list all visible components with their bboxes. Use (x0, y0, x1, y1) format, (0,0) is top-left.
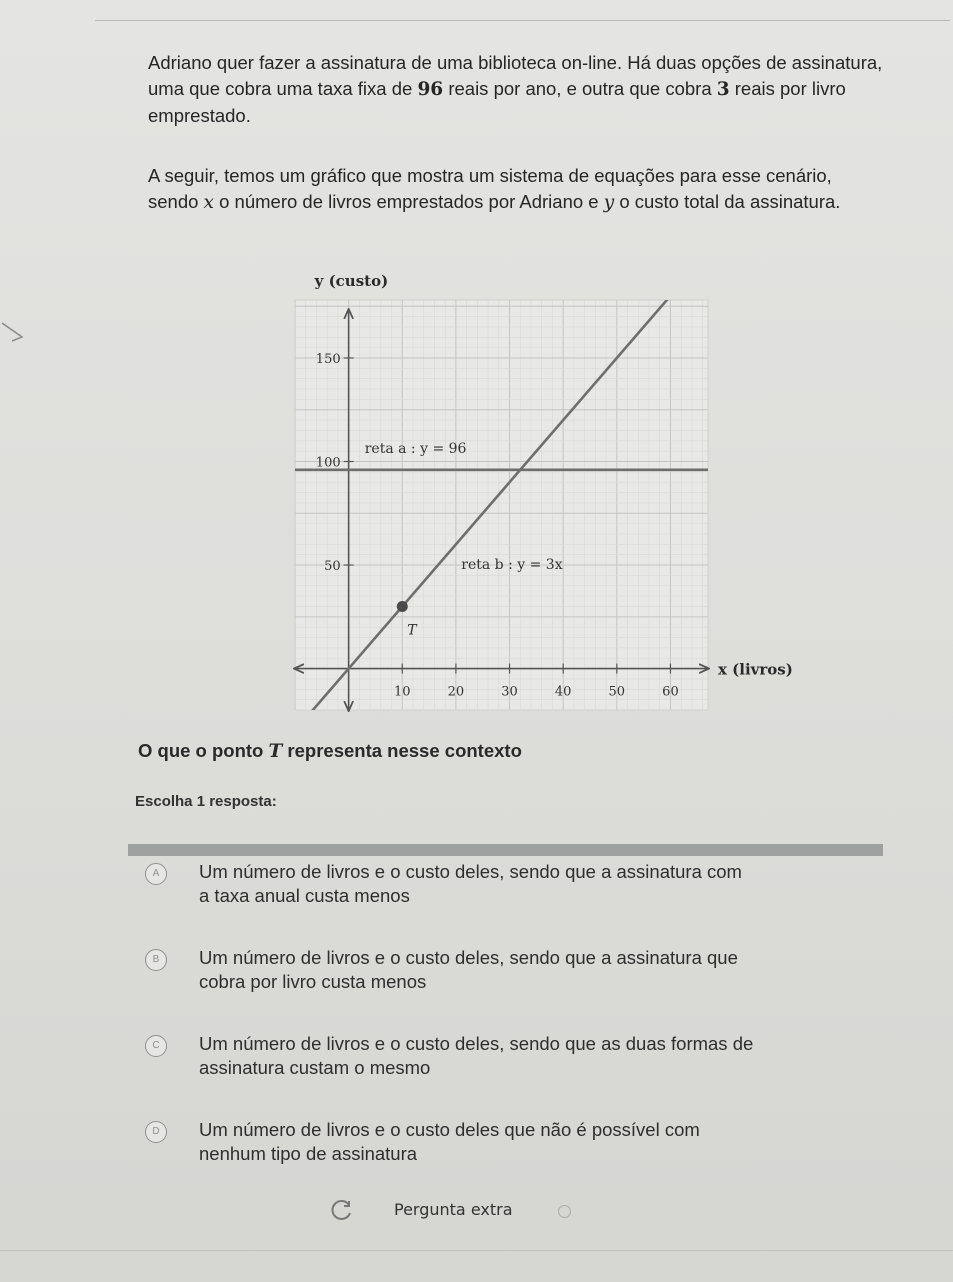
bottom-divider (0, 1250, 953, 1251)
x-tick-label: 30 (501, 684, 518, 700)
problem-paragraph-2: A seguir, temos um gráfico que mostra um sistema de equações para esse cenário, sendo x o número de livros emprestados por Adriano e y o custo total da assinatura. (148, 165, 841, 213)
x-axis-label: x (livros) (718, 660, 793, 679)
extra-question-label: Pergunta extra (394, 1200, 513, 1219)
option-d-radio[interactable]: D (145, 1121, 167, 1143)
var-y: y (603, 192, 615, 213)
problem-paragraph-1: Adriano quer fazer a assinatura de uma biblioteca on-line. Há duas opções de assinatura, uma que cobra uma taxa fixa de 96 reais por ano, e outra que cobra 3 reais por livro emprestado. (148, 52, 883, 126)
extra-status-dot-icon (558, 1205, 571, 1218)
fixed-fee-value: 96 (417, 79, 444, 100)
instructions: Escolha 1 resposta: (135, 793, 277, 810)
y-axis-label: y (custo) (314, 272, 389, 290)
series-label-a: reta a : y = 96 (364, 441, 467, 458)
system-chart (290, 268, 830, 713)
y-tick-label: 50 (324, 559, 341, 575)
y-tick-label: 100 (315, 455, 341, 471)
x-tick-label: 50 (608, 684, 626, 700)
point-t-label: T (407, 622, 417, 639)
x-tick-label: 20 (447, 684, 465, 700)
option-c-text[interactable]: Um número de livros e o custo deles, sendo que as duas formas de assinatura custam o mesmo (199, 1033, 754, 1078)
extra-question-button[interactable] (330, 1196, 590, 1226)
point-t (397, 601, 408, 612)
option-b-text[interactable]: Um número de livros e o custo deles, sendo que a assinatura que cobra por livro custa menos (199, 947, 738, 992)
pencil-mark-icon (0, 315, 30, 355)
per-book-value: 3 (716, 79, 730, 100)
refresh-arc-icon (330, 1199, 354, 1223)
option-a-radio[interactable]: A (145, 863, 167, 885)
x-tick-label: 40 (554, 684, 572, 700)
y-tick-label: 150 (315, 351, 341, 367)
series-label-b: reta b : y = 3x (461, 557, 563, 574)
answer-divider (128, 844, 883, 856)
option-c-radio[interactable]: C (145, 1035, 167, 1057)
option-d-text[interactable]: Um número de livros e o custo deles que não é possível com nenhum tipo de assinatura (199, 1119, 700, 1164)
option-b-radio[interactable]: B (145, 949, 167, 971)
chart-svg (290, 268, 830, 713)
top-divider (95, 20, 950, 21)
option-a-text[interactable]: Um número de livros e o custo deles, sendo que a assinatura com a taxa anual custa menos (199, 861, 742, 906)
x-tick-label: 10 (393, 684, 411, 700)
question-text: O que o ponto T representa nesse contexto (138, 740, 522, 762)
x-tick-label: 60 (662, 684, 679, 700)
var-x: x (203, 192, 214, 213)
